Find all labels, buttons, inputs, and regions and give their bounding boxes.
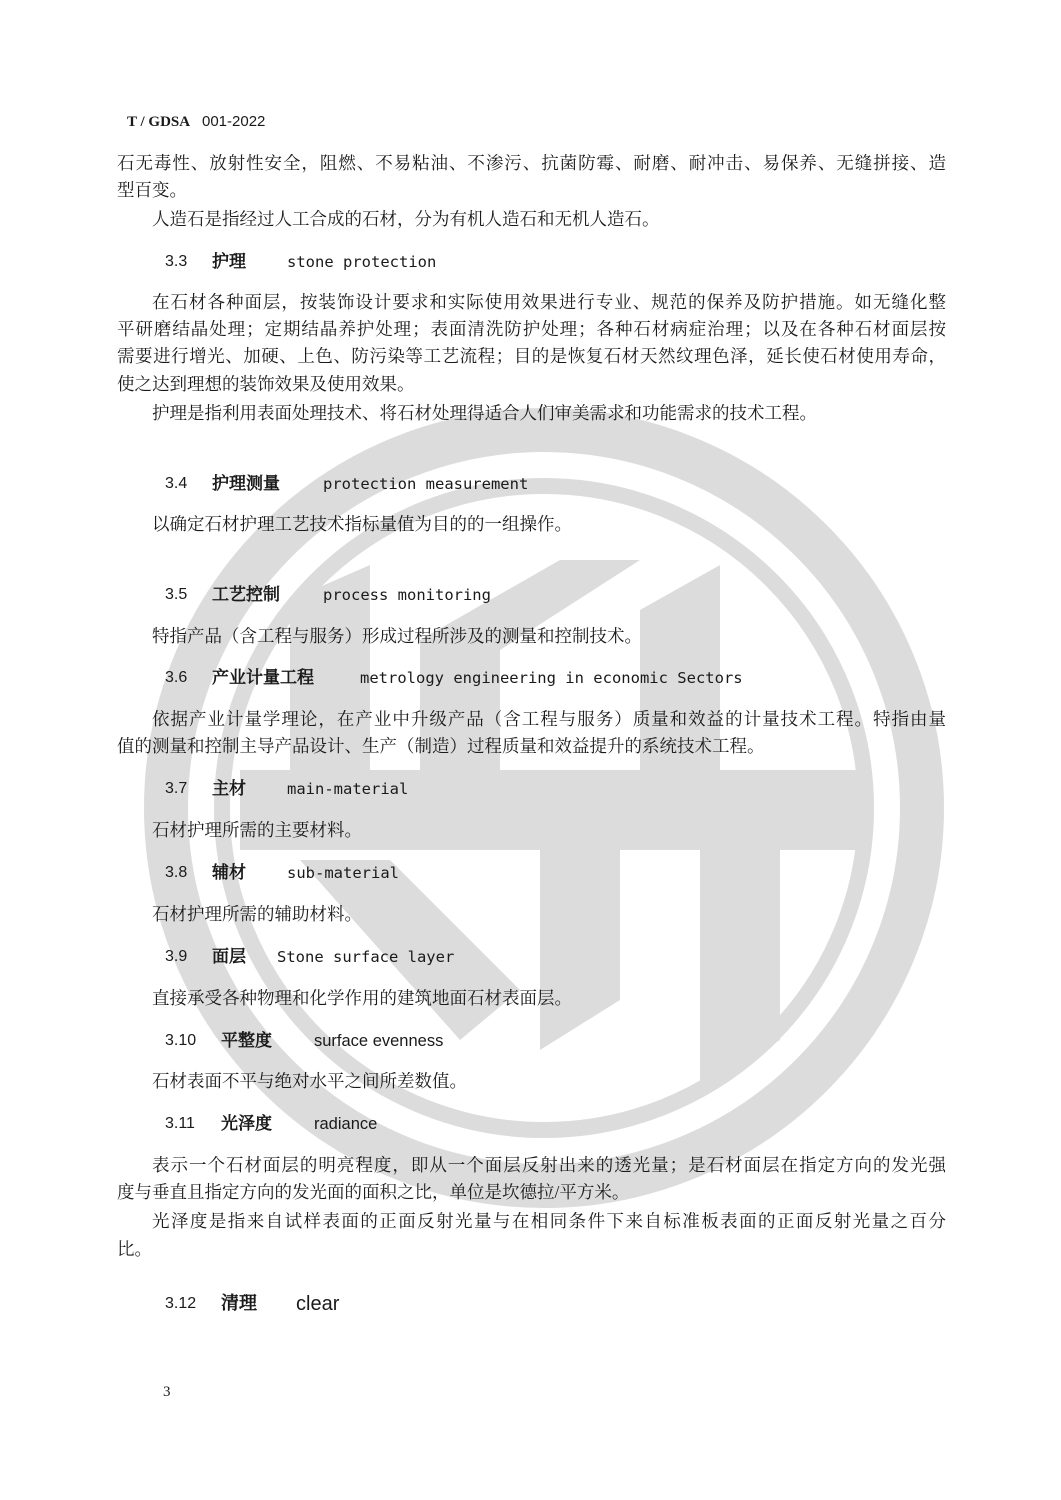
term-number: 3.5 xyxy=(165,586,188,603)
term-title: 辅材 xyxy=(212,863,246,883)
term-number: 3.6 xyxy=(165,669,188,686)
term-title: 清理 xyxy=(221,1293,257,1314)
page-number: 3 xyxy=(163,1384,171,1400)
term-definition-line: 平研磨结晶处理；定期结晶养护处理；表面清洗防护处理；各种石材病症治理；以及在各种石材面层按 xyxy=(117,319,946,339)
term-number: 3.11 xyxy=(165,1115,195,1132)
term-definition-line: 特指产品（含工程与服务）形成过程所涉及的测量和控制技术。 xyxy=(152,626,642,646)
intro-paragraph-line: 石无毒性、放射性安全，阻燃、不易粘油、不渗污、抗菌防霉、耐磨、耐冲击、易保养、无缝拼接、造 xyxy=(117,153,946,173)
term-definition-line: 直接承受各种物理和化学作用的建筑地面石材表面层。 xyxy=(152,988,572,1008)
term-english: sub-material xyxy=(287,864,399,882)
term-definition-line: 度与垂直且指定方向的发光面的面积之比，单位是坎德拉/平方米。 xyxy=(117,1182,630,1202)
term-title: 护理 xyxy=(212,252,246,272)
term-number: 3.9 xyxy=(165,948,188,965)
intro-paragraph-line: 型百变。 xyxy=(117,180,187,200)
term-english: protection measurement xyxy=(323,475,529,493)
term-definition-line: 需要进行增光、加硬、上色、防污染等工艺流程；目的是恢复石材天然纹理色泽，延长使石材使用寿命， xyxy=(117,346,946,366)
running-header xyxy=(0,108,1061,136)
term-title: 面层 xyxy=(212,947,246,967)
term-title: 工艺控制 xyxy=(212,585,280,605)
term-definition-line: 石材护理所需的辅助材料。 xyxy=(152,904,362,924)
term-number: 3.8 xyxy=(165,864,188,881)
term-definition-line: 光泽度是指来自试样表面的正面反射光量与在相同条件下来自标准板表面的正面反射光量之百分 xyxy=(152,1211,946,1231)
term-english: radiance xyxy=(314,1115,378,1133)
term-definition-line: 石材护理所需的主要材料。 xyxy=(152,820,362,840)
term-number: 3.4 xyxy=(165,475,188,492)
term-english: metrology engineering in economic Sectors xyxy=(360,669,743,687)
term-definition-line: 护理是指利用表面处理技术、将石材处理得适合人们审美需求和功能需求的技术工程。 xyxy=(152,403,817,423)
term-title: 护理测量 xyxy=(212,474,280,494)
intro-paragraph-line: 人造石是指经过人工合成的石材，分为有机人造石和无机人造石。 xyxy=(152,209,660,229)
term-english: clear xyxy=(296,1293,340,1315)
term-heading xyxy=(0,470,1061,498)
term-definition-line: 使之达到理想的装饰效果及使用效果。 xyxy=(117,374,415,394)
term-definition-line: 依据产业计量学理论，在产业中升级产品（含工程与服务）质量和效益的计量技术工程。特指由量 xyxy=(152,709,946,729)
term-heading xyxy=(0,775,1061,803)
term-title: 平整度 xyxy=(221,1031,272,1051)
term-heading xyxy=(0,943,1061,971)
term-number: 3.12 xyxy=(165,1295,197,1312)
term-heading xyxy=(0,581,1061,609)
term-heading xyxy=(0,1290,1061,1318)
term-number: 3.10 xyxy=(165,1032,197,1049)
term-definition-line: 值的测量和控制主导产品设计、生产（制造）过程质量和效益提升的系统技术工程。 xyxy=(117,736,765,756)
term-number: 3.7 xyxy=(165,780,188,797)
term-definition-line: 以确定石材护理工艺技术指标量值为目的的一组操作。 xyxy=(152,514,572,534)
term-english: stone protection xyxy=(287,253,437,271)
term-definition-line: 比。 xyxy=(117,1239,152,1259)
term-english: Stone surface layer xyxy=(277,948,455,966)
term-english: main-material xyxy=(287,780,409,798)
standard-code: T / GDSA xyxy=(127,114,191,130)
term-heading xyxy=(0,1027,1061,1055)
term-definition-line: 在石材各种面层，按装饰设计要求和实际使用效果进行专业、规范的保养及防护措施。如无缝化整 xyxy=(152,292,946,312)
term-definition-line: 表示一个石材面层的明亮程度，即从一个面层反射出来的透光量；是石材面层在指定方向的发光强 xyxy=(152,1155,946,1175)
standard-number: 001-2022 xyxy=(202,113,266,130)
term-heading xyxy=(0,1110,1061,1138)
term-title: 光泽度 xyxy=(221,1114,272,1134)
term-english: surface evenness xyxy=(314,1032,444,1050)
term-title: 主材 xyxy=(212,779,246,799)
term-heading xyxy=(0,859,1061,887)
term-title: 产业计量工程 xyxy=(212,668,314,688)
term-number: 3.3 xyxy=(165,253,188,270)
term-heading xyxy=(0,248,1061,276)
term-english: process monitoring xyxy=(323,586,491,604)
term-heading xyxy=(0,664,1061,692)
term-definition-line: 石材表面不平与绝对水平之间所差数值。 xyxy=(152,1071,467,1091)
